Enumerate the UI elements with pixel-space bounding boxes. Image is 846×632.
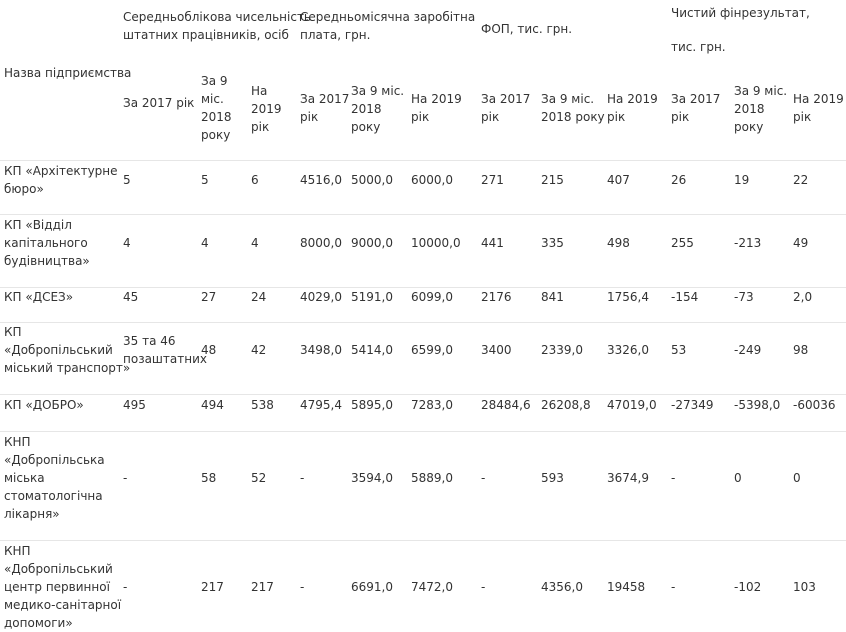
table-cell-line: 98 — [793, 343, 809, 357]
table-cell-line: 26208,8 — [541, 398, 591, 412]
table-cell-line: 6000,0 — [411, 173, 453, 187]
row-divider — [0, 160, 846, 161]
table-cell-line: 5 — [123, 173, 131, 187]
table-cell — [734, 396, 780, 414]
table-cell — [793, 341, 808, 359]
table-cell-line: 0 — [734, 471, 742, 485]
table-cell-line: 4 — [123, 236, 131, 250]
column-subheader-line: На 2019 — [607, 92, 658, 106]
table-cell-line: 2176 — [481, 290, 512, 304]
table-cell-line: позаштатних — [123, 352, 207, 366]
table-cell — [481, 341, 512, 359]
table-cell-line: 217 — [201, 580, 224, 594]
table-cell — [201, 171, 209, 189]
table-cell-line: 10000,0 — [411, 236, 461, 250]
row-name-cell-line: капітального — [4, 236, 88, 250]
table-cell — [411, 234, 461, 252]
row-name-cell-line: «Добропільський — [4, 562, 113, 576]
table-cell-line: 26 — [671, 173, 687, 187]
table-cell-line: 1756,4 — [607, 290, 649, 304]
table-cell-line: 593 — [541, 471, 564, 485]
column-subheader-line: На 2019 — [793, 92, 844, 106]
table-cell — [481, 578, 485, 596]
table-cell-line: 58 — [201, 471, 217, 485]
table-cell — [251, 341, 266, 359]
table-cell — [251, 469, 266, 487]
table-cell — [411, 341, 453, 359]
table-cell-line: 53 — [671, 343, 687, 357]
table-cell-line: 407 — [607, 173, 630, 187]
column-subheader-line: рік — [671, 110, 690, 124]
table-cell-line: - — [123, 471, 128, 485]
column-subheader — [411, 90, 462, 126]
table-cell — [251, 288, 266, 306]
table-cell-line: 42 — [251, 343, 267, 357]
table-cell — [300, 469, 304, 487]
table-cell — [793, 288, 812, 306]
table-cell-line: 5414,0 — [351, 343, 393, 357]
table-cell — [671, 234, 694, 252]
table-cell-line: 24 — [251, 290, 267, 304]
table-cell — [251, 396, 274, 414]
table-cell-line: - — [123, 580, 128, 594]
table-cell — [481, 234, 504, 252]
table-cell-line: 6099,0 — [411, 290, 453, 304]
table-cell — [300, 396, 342, 414]
table-cell-line: 8000,0 — [300, 236, 342, 250]
table-cell-line: - — [671, 580, 676, 594]
table-cell-line: 2,0 — [793, 290, 813, 304]
row-name-cell — [4, 162, 118, 198]
row-name-cell-line: стоматологічна — [4, 489, 103, 503]
column-subheader-line: рік — [481, 110, 500, 124]
column-subheader-line: 2018 року — [541, 110, 605, 124]
table-cell — [541, 171, 564, 189]
table-cell-line: 7283,0 — [411, 398, 453, 412]
table-cell — [201, 341, 216, 359]
column-subheader — [481, 90, 530, 126]
table-cell-line: -102 — [734, 580, 762, 594]
table-cell-line: - — [671, 471, 676, 485]
table-cell — [671, 171, 686, 189]
group-header-line: штатних працівників, осіб — [123, 28, 289, 42]
table-cell — [607, 341, 649, 359]
column-subheader-line: рік — [300, 110, 319, 124]
table-cell — [481, 469, 485, 487]
table-cell — [123, 469, 127, 487]
column-subheader-line: За 2017 — [671, 92, 721, 106]
table-cell — [541, 341, 583, 359]
row-name-cell — [4, 542, 121, 632]
table-cell-line: 52 — [251, 471, 267, 485]
name-column-header: Назва підприємства — [4, 66, 132, 80]
column-subheader — [123, 94, 194, 112]
table-cell — [201, 469, 216, 487]
column-subheader-line: 2019 — [251, 102, 282, 116]
table-cell — [351, 396, 393, 414]
column-subheader — [300, 90, 349, 126]
row-divider — [0, 431, 846, 432]
table-cell — [251, 578, 274, 596]
table-cell-line: 441 — [481, 236, 504, 250]
table-cell — [411, 288, 453, 306]
table-cell-line: 538 — [251, 398, 274, 412]
table-cell — [251, 171, 259, 189]
table-cell-line: 7472,0 — [411, 580, 453, 594]
row-name-cell-line: бюро» — [4, 182, 44, 196]
column-subheader-line: На — [251, 84, 268, 98]
group-header — [671, 38, 726, 56]
table-cell — [607, 171, 630, 189]
table-cell-line: 5 — [201, 173, 209, 187]
table-cell — [123, 396, 146, 414]
table-cell-line: 28484,6 — [481, 398, 531, 412]
table-cell-line: 5000,0 — [351, 173, 393, 187]
row-name-cell-line: лікарня» — [4, 507, 60, 521]
column-subheader-line: За 2017 рік — [123, 96, 195, 110]
table-cell — [541, 288, 564, 306]
table-cell — [201, 234, 209, 252]
table-cell — [671, 341, 686, 359]
column-subheader-line: року — [351, 120, 381, 134]
table-cell — [793, 171, 808, 189]
row-name-cell-line: допомоги» — [4, 616, 73, 630]
table-cell — [411, 171, 453, 189]
row-divider — [0, 540, 846, 541]
table-cell-line: 4795,4 — [300, 398, 342, 412]
column-subheader-line: За 2017 — [300, 92, 350, 106]
table-cell-line: 215 — [541, 173, 564, 187]
table-cell — [300, 288, 342, 306]
row-name-cell-line: міський транспорт» — [4, 361, 131, 375]
table-cell — [351, 234, 393, 252]
table-cell — [123, 288, 138, 306]
table-cell — [481, 396, 531, 414]
group-header — [123, 8, 311, 44]
row-name-cell — [4, 396, 84, 414]
column-subheader — [351, 82, 404, 136]
table-cell-line: 4029,0 — [300, 290, 342, 304]
table-cell-line: 6 — [251, 173, 259, 187]
table-cell-line: 0 — [793, 471, 801, 485]
table-cell — [351, 341, 393, 359]
table-cell-line: 335 — [541, 236, 564, 250]
table-cell-line: 22 — [793, 173, 809, 187]
table-cell — [123, 332, 207, 368]
table-cell — [607, 234, 630, 252]
table-cell — [671, 288, 698, 306]
table-cell-line: 3326,0 — [607, 343, 649, 357]
column-subheader — [607, 90, 658, 126]
column-subheader-line: року — [201, 128, 231, 142]
column-subheader — [671, 90, 720, 126]
table-cell-line: 3498,0 — [300, 343, 342, 357]
row-divider — [0, 214, 846, 215]
group-header-line: Чистий фінрезультат, — [671, 6, 810, 20]
table-cell — [251, 234, 259, 252]
row-name-cell — [4, 288, 73, 306]
table-cell-line: 6599,0 — [411, 343, 453, 357]
table-cell — [734, 578, 761, 596]
table-cell — [300, 234, 342, 252]
row-name-cell-line: центр первинної — [4, 580, 110, 594]
table-cell-line: - — [300, 580, 305, 594]
table-cell-line: 5889,0 — [411, 471, 453, 485]
table-cell — [541, 396, 591, 414]
table-cell-line: -60036 — [793, 398, 836, 412]
table-cell-line: 217 — [251, 580, 274, 594]
table-cell — [671, 396, 714, 414]
column-subheader — [734, 82, 787, 136]
group-header-line: ФОП, тис. грн. — [481, 22, 573, 36]
row-name-cell-line: «Добропільський — [4, 343, 113, 357]
table-cell-line: -27349 — [671, 398, 714, 412]
column-subheader-line: 2018 — [734, 102, 765, 116]
table-cell — [607, 288, 649, 306]
group-header — [481, 20, 572, 38]
table-cell — [607, 396, 657, 414]
table-cell — [793, 234, 808, 252]
table-cell-line: 3594,0 — [351, 471, 393, 485]
column-subheader-line: рік — [607, 110, 626, 124]
row-name-cell-line: міська — [4, 471, 45, 485]
table-cell — [734, 234, 761, 252]
table-cell — [671, 469, 675, 487]
table-cell-line: - — [481, 471, 486, 485]
table-cell-line: - — [300, 471, 305, 485]
table-cell-line: 494 — [201, 398, 224, 412]
table-cell-line: 6691,0 — [351, 580, 393, 594]
table-cell — [734, 288, 754, 306]
table-cell-line: 103 — [793, 580, 816, 594]
table-cell — [201, 288, 216, 306]
column-subheader-line: міс. — [201, 92, 224, 106]
table-cell — [541, 234, 564, 252]
column-subheader-line: рік — [793, 110, 812, 124]
table-cell-line: 49 — [793, 236, 809, 250]
row-name-cell-line: будівництва» — [4, 254, 90, 268]
table-cell — [123, 234, 131, 252]
group-header-line: Середньоблікова чисельність — [123, 10, 312, 24]
group-header-line: плата, грн. — [300, 28, 371, 42]
column-subheader — [793, 90, 844, 126]
table-cell — [734, 469, 742, 487]
table-cell-line: 4 — [201, 236, 209, 250]
table-cell-line: 498 — [607, 236, 630, 250]
column-subheader-line: рік — [411, 110, 430, 124]
column-subheader-line: 2018 — [351, 102, 382, 116]
table-cell-line: 35 та 46 — [123, 334, 176, 348]
group-header-line: тис. грн. — [671, 40, 726, 54]
table-cell-line: 4516,0 — [300, 173, 342, 187]
table-cell — [351, 578, 393, 596]
row-name-cell-line: «Добропільська — [4, 453, 105, 467]
group-header-line: Середньомісячна заробітна — [300, 10, 476, 24]
column-subheader — [541, 90, 605, 126]
row-name-cell — [4, 216, 90, 270]
table-cell-line: -5398,0 — [734, 398, 781, 412]
table-cell — [351, 171, 393, 189]
row-name-cell-line: медико-санітарної — [4, 598, 122, 612]
table-cell — [671, 578, 675, 596]
table-cell-line: 9000,0 — [351, 236, 393, 250]
table-cell-line: 3674,9 — [607, 471, 649, 485]
table-cell-line: -249 — [734, 343, 762, 357]
table-cell-line: 48 — [201, 343, 217, 357]
table-cell-line: 19458 — [607, 580, 646, 594]
column-subheader-line: На 2019 — [411, 92, 462, 106]
table-cell-line: 2339,0 — [541, 343, 583, 357]
table-cell-line: 4 — [251, 236, 259, 250]
column-subheader-line: За 9 — [201, 74, 228, 88]
table-cell — [481, 288, 512, 306]
table-cell-line: 3400 — [481, 343, 512, 357]
column-subheader-line: 2018 — [201, 110, 232, 124]
table-cell — [607, 469, 649, 487]
row-name-cell-line: КНП — [4, 435, 31, 449]
column-subheader — [201, 72, 232, 144]
table-cell-line: -213 — [734, 236, 762, 250]
column-subheader-line: року — [734, 120, 764, 134]
table-cell-line: 271 — [481, 173, 504, 187]
group-header — [300, 8, 475, 44]
row-name-cell-line: КП «Архітектурне — [4, 164, 118, 178]
row-name-cell-line: КП «Відділ — [4, 218, 72, 232]
table-cell — [481, 171, 504, 189]
table-cell-line: 841 — [541, 290, 564, 304]
column-subheader-line: За 2017 — [481, 92, 531, 106]
table-cell-line: 45 — [123, 290, 139, 304]
table-cell-line: 5191,0 — [351, 290, 393, 304]
table-cell-line: 19 — [734, 173, 750, 187]
table-cell-line: 47019,0 — [607, 398, 657, 412]
row-name-cell — [4, 323, 130, 377]
table-cell — [123, 578, 127, 596]
table-cell — [793, 396, 836, 414]
table-cell — [123, 171, 131, 189]
table-cell-line: 255 — [671, 236, 694, 250]
row-name-cell-line: КП «ДСЕЗ» — [4, 290, 74, 304]
table-cell-line: 27 — [201, 290, 217, 304]
table-cell — [793, 578, 816, 596]
table-cell — [411, 469, 453, 487]
table-cell — [300, 341, 342, 359]
table-cell-line: - — [481, 580, 486, 594]
table-cell — [201, 578, 224, 596]
table-cell — [300, 578, 304, 596]
row-divider — [0, 394, 846, 395]
table-cell — [201, 396, 224, 414]
table-cell — [351, 288, 393, 306]
table-cell — [734, 341, 761, 359]
column-subheader — [251, 82, 282, 136]
table-cell-line: 4356,0 — [541, 580, 583, 594]
row-name-cell — [4, 433, 105, 523]
column-subheader-line: За 9 міс. — [351, 84, 405, 98]
table-cell — [300, 171, 342, 189]
table-cell-line: 5895,0 — [351, 398, 393, 412]
table-cell — [411, 578, 453, 596]
column-subheader-line: рік — [251, 120, 270, 134]
table-cell — [541, 469, 564, 487]
table-cell — [541, 578, 583, 596]
table-cell-line: 495 — [123, 398, 146, 412]
row-name-cell-line: КП «ДОБРО» — [4, 398, 84, 412]
row-name-cell-line: КНП — [4, 544, 31, 558]
row-name-cell-line: КП — [4, 325, 22, 339]
table-cell — [734, 171, 749, 189]
table-cell-line: -73 — [734, 290, 754, 304]
table-cell — [351, 469, 393, 487]
table-cell — [793, 469, 801, 487]
group-header — [671, 4, 810, 22]
table-cell — [411, 396, 453, 414]
table-cell-line: -154 — [671, 290, 699, 304]
column-subheader-line: За 9 міс. — [541, 92, 595, 106]
column-subheader-line: За 9 міс. — [734, 84, 788, 98]
table-cell — [607, 578, 645, 596]
